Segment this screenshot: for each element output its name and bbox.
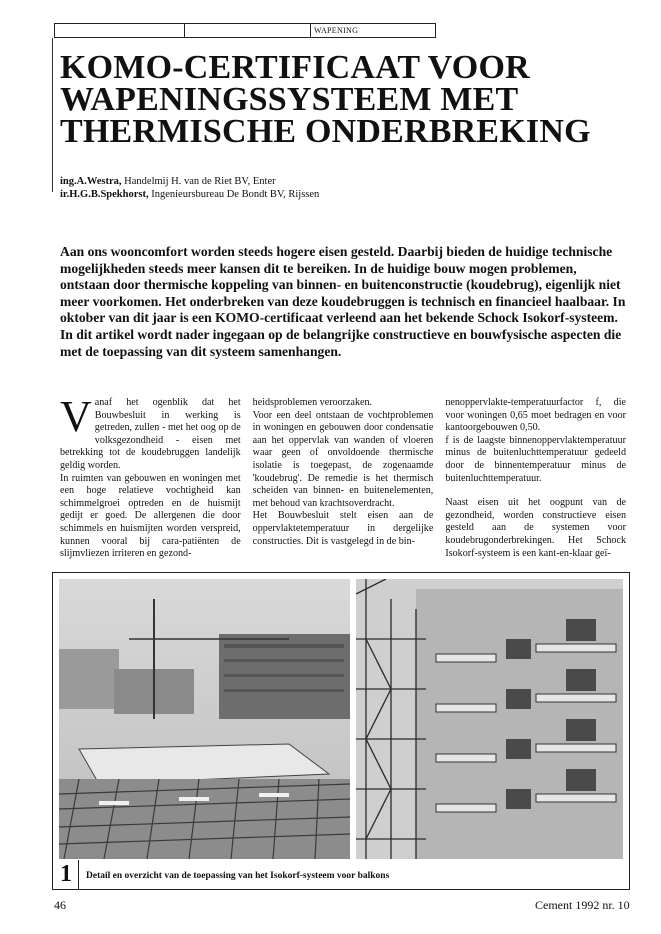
- col3-paragraph-2: f is de laagste binnenoppervlaktemperatuur minus de buitenluchttemperatuur gedeeld door de binnentemperatuur minus de buitenluchttemperatuur.: [445, 434, 627, 484]
- header-cell-empty-1: [55, 24, 185, 37]
- running-header: [54, 23, 436, 38]
- title-line-1: KOMO-CERTIFICAAT VOOR: [60, 49, 530, 86]
- title-line-2: WAPENINGSSYSTEEM MET: [60, 81, 519, 118]
- figure-number: 1: [60, 861, 72, 887]
- column-1: [60, 392, 241, 567]
- article-title: [60, 49, 640, 150]
- col2-paragraph-1: heidsproblemen veroorzaken.: [252, 397, 373, 408]
- figure-frame: [52, 572, 630, 890]
- photo-rooftop-detail: [59, 579, 350, 859]
- col1-paragraph-2: In ruimten van gebouwen en woningen met een hoge relatieve vochtigheid kan schimmelgroei optreden en de huismijt gedijt er goed. De allergenen die door schimmels en huismijten worden verspreid, kunnen vooral bij cara-patiënten de slijmvliezen irriteren en gezond-: [60, 472, 241, 560]
- caption-divider: [78, 860, 79, 890]
- col2-paragraph-2: Voor een deel ontstaan de vochtproblemen in woningen en gebouwen door condensatie aan het oppervlak van wanden of vloeren waar geen of onvoldoende thermische isolatie is toegepast, de zogenaamde 'koudebrug'. De remedie is het thermisch scheiden van binnen- en buitenelementen, met behoud van krachtsoverdracht.: [252, 409, 434, 509]
- page-number: 46: [54, 898, 66, 912]
- figure-caption: Detail en overzicht van de toepassing van het Isokorf-systeem voor balkons: [86, 871, 390, 881]
- photo-building-overview: [356, 579, 623, 859]
- title-line-3: THERMISCHE ONDERBREKING: [60, 113, 591, 150]
- author-2-affiliation: Ingenieursbureau De Bondt BV, Rijssen: [148, 189, 320, 200]
- author-2-name: ir.H.G.B.Spekhorst,: [60, 189, 149, 200]
- col3-paragraph-3: Naast eisen uit het oogpunt van de gezondheid, worden constructieve eisen gesteld aan de systemen voor koudebrugonderbrekingen. Het Schock Isokorf-systeem is een kant-en-klaar geï-: [445, 497, 627, 559]
- author-2: [60, 188, 620, 201]
- photo-rooftop-image: [59, 579, 350, 859]
- title-side-rule: [52, 38, 53, 192]
- photo-building-image: [356, 579, 623, 859]
- col3-paragraph-1: nenoppervlakte-temperatuurfactor f, die voor woningen 0,65 moet bedragen en voor kantoorgebouwen 0,50.: [445, 397, 627, 434]
- drop-cap: V: [60, 392, 92, 441]
- column-3: [445, 397, 626, 567]
- col2-paragraph-3: Het Bouwbesluit stelt eisen aan de oppervlaktetemperatuur in dergelijke constructies. Dit is vastgelegd in de bin-: [252, 510, 434, 547]
- col1-paragraph-1: [60, 392, 241, 473]
- journal-issue: Cement 1992 nr. 10: [535, 898, 630, 912]
- body-columns: [60, 392, 627, 567]
- col1-paragraph-1-text: anaf het ogenblik dat het Bouwbesluit in werking is getreden, zullen - met het oog op de volksgezondheid - eisen met betrekking tot de koudebruggen landelijk geldig worden.: [60, 397, 241, 471]
- header-cell-empty-2: [185, 24, 311, 37]
- lead-paragraph: Aan ons wooncomfort worden steeds hogere eisen gesteld. Daarbij bieden de huidige technische mogelijkheden steeds meer kansen dit te bereiken. In de huidige bouw mogen problemen, ontstaan door thermische koppeling van binnen- en buitenconstructie (koudebrug), eigenlijk niet meer voorkomen. Het onderbreken van deze koudebruggen is technisch en financieel haalbaar. In oktober van dit jaar is een KOMO-certificaat verleend aan het bekende Schock Isokorf-systeem. In dit artikel wordt nader ingegaan op de belangrijke constructieve en bouwfysische aspecten die met de toepassing van dit systeem samenhangen.: [60, 244, 626, 359]
- author-1: [60, 175, 620, 188]
- column-2: [253, 397, 434, 567]
- author-1-name: ing.A.Westra,: [60, 176, 122, 187]
- section-label: WAPENING: [314, 26, 359, 35]
- author-1-affiliation: Handelmij H. van de Riet BV, Enter: [121, 176, 276, 187]
- author-list: [60, 175, 620, 201]
